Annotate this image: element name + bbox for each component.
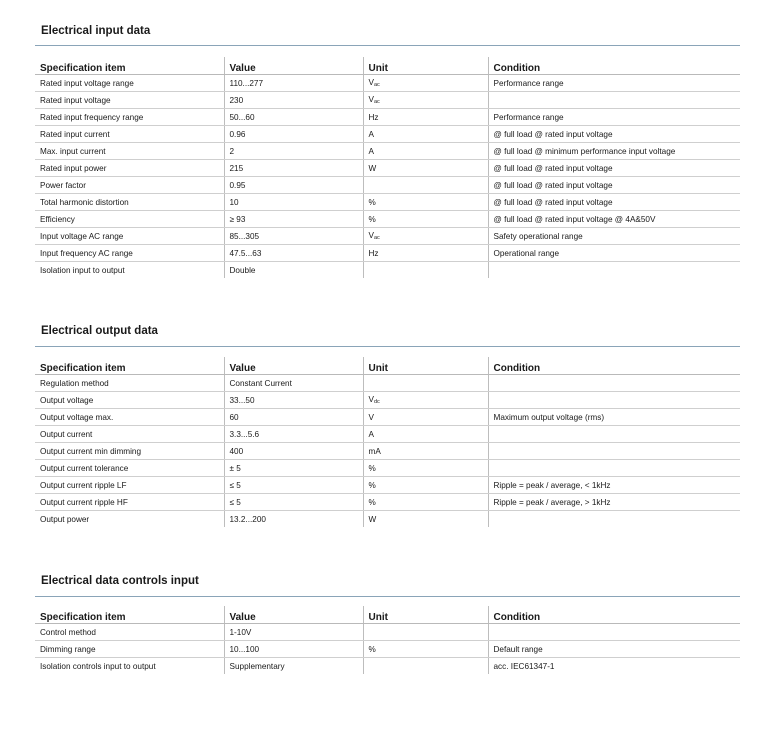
table-row: [35, 426, 740, 443]
cell-spec-item: Output current min dimming: [35, 443, 224, 460]
column-header-value: Value: [224, 606, 363, 624]
cell-condition: Ripple = peak / average, < 1kHz: [488, 477, 740, 494]
cell-spec-item: Total harmonic distortion: [35, 194, 224, 211]
cell-spec-item: Output voltage: [35, 392, 224, 409]
table-row: [35, 211, 740, 228]
table-row: [35, 494, 740, 511]
table-row: [35, 126, 740, 143]
cell-value: ≤ 5: [224, 477, 363, 494]
table-row: [35, 194, 740, 211]
cell-value: 33...50: [224, 392, 363, 409]
cell-condition: [488, 624, 740, 641]
cell-condition: Operational range: [488, 245, 740, 262]
cell-unit: %: [363, 641, 488, 658]
cell-value: 0.95: [224, 177, 363, 194]
cell-spec-item: Rated input power: [35, 160, 224, 177]
cell-condition: Performance range: [488, 75, 740, 92]
cell-value: Double: [224, 262, 363, 279]
cell-value: 400: [224, 443, 363, 460]
unit-subscript: ac: [373, 82, 380, 88]
table-row: [35, 75, 740, 92]
cell-unit: Hz: [363, 109, 488, 126]
cell-value: 13.2...200: [224, 511, 363, 528]
cell-spec-item: Output current: [35, 426, 224, 443]
cell-unit: [363, 262, 488, 279]
cell-unit: [363, 658, 488, 675]
cell-unit: %: [363, 477, 488, 494]
section-title: Electrical data controls input: [41, 575, 199, 587]
table-row: [35, 511, 740, 528]
table-header-row: [35, 57, 740, 75]
table-row: [35, 262, 740, 279]
cell-spec-item: Input voltage AC range: [35, 228, 224, 245]
column-header-unit: Unit: [363, 606, 488, 624]
table-row: [35, 392, 740, 409]
cell-unit: [363, 177, 488, 194]
cell-value: 1-10V: [224, 624, 363, 641]
cell-value: Supplementary: [224, 658, 363, 675]
column-header-condition: Condition: [488, 357, 740, 375]
cell-value: Constant Current: [224, 375, 363, 392]
column-header-unit: Unit: [363, 357, 488, 375]
table-row: [35, 160, 740, 177]
table-row: [35, 409, 740, 426]
cell-unit: Vac: [363, 228, 488, 245]
column-header-value: Value: [224, 57, 363, 75]
cell-condition: @ full load @ rated input voltage: [488, 126, 740, 143]
column-header-spec-item: Specification item: [35, 57, 224, 75]
column-header-unit: Unit: [363, 57, 488, 75]
cell-condition: Maximum output voltage (rms): [488, 409, 740, 426]
table-row: [35, 658, 740, 675]
table-row: [35, 177, 740, 194]
table-row: [35, 228, 740, 245]
cell-unit: A: [363, 143, 488, 160]
section-divider: [35, 596, 740, 597]
cell-unit: Vac: [363, 75, 488, 92]
cell-unit: Hz: [363, 245, 488, 262]
cell-value: ≤ 5: [224, 494, 363, 511]
cell-value: 110...277: [224, 75, 363, 92]
table-row: [35, 92, 740, 109]
table-row: [35, 624, 740, 641]
cell-spec-item: Isolation input to output: [40, 265, 125, 275]
cell-spec-item: Isolation controls input to output: [40, 661, 156, 671]
cell-condition: [488, 375, 740, 392]
column-header-condition: Condition: [488, 606, 740, 624]
table-row: [35, 109, 740, 126]
cell-unit: W: [363, 511, 488, 528]
section-title: Electrical output data: [41, 325, 158, 337]
cell-value: ± 5: [224, 460, 363, 477]
cell-spec-item: Rated input voltage range: [35, 75, 224, 92]
cell-condition: acc. IEC61347-1: [488, 658, 740, 675]
table-row: [35, 143, 740, 160]
cell-spec-item: Input frequency AC range: [35, 245, 224, 262]
cell-unit: Vac: [363, 92, 488, 109]
cell-spec-item: Output current ripple HF: [35, 494, 224, 511]
cell-unit: mA: [363, 443, 488, 460]
unit-subscript: ac: [373, 235, 380, 241]
cell-condition: Default range: [488, 641, 740, 658]
cell-spec-item: Rated input current: [35, 126, 224, 143]
unit-subscript: ac: [373, 99, 380, 105]
cell-value: 85...305: [224, 228, 363, 245]
cell-value: 10: [224, 194, 363, 211]
cell-spec-item: Output current tolerance: [35, 460, 224, 477]
column-header-condition: Condition: [488, 57, 740, 75]
cell-unit: %: [363, 194, 488, 211]
table-row: [35, 245, 740, 262]
section-title: Electrical input data: [41, 25, 151, 37]
cell-unit: %: [363, 211, 488, 228]
cell-condition: Safety operational range: [488, 228, 740, 245]
cell-condition: @ full load @ rated input voltage @ 4A&50V: [488, 211, 740, 228]
table-row: [35, 477, 740, 494]
cell-condition: [488, 443, 740, 460]
cell-value: ≥ 93: [224, 211, 363, 228]
cell-value: 10...100: [224, 641, 363, 658]
cell-spec-item: Control method: [35, 624, 224, 641]
table-header-row: [35, 357, 740, 375]
cell-condition: Ripple = peak / average, > 1kHz: [488, 494, 740, 511]
cell-value: 60: [224, 409, 363, 426]
cell-spec-item: Max. input current: [35, 143, 224, 160]
cell-condition: [488, 460, 740, 477]
table-row: [35, 460, 740, 477]
spec-table-input: [35, 57, 740, 278]
cell-unit: V: [363, 409, 488, 426]
cell-value: 50...60: [224, 109, 363, 126]
column-header-value: Value: [224, 357, 363, 375]
cell-condition: @ full load @ minimum performance input voltage: [488, 143, 740, 160]
column-header-spec-item: Specification item: [35, 606, 224, 624]
cell-value: 47.5...63: [224, 245, 363, 262]
cell-value: 215: [224, 160, 363, 177]
cell-value: 2: [224, 143, 363, 160]
cell-condition: @ full load @ rated input voltage: [488, 177, 740, 194]
spec-table-output: [35, 357, 740, 527]
column-header-spec-item: Specification item: [35, 357, 224, 375]
cell-spec-item: Dimming range: [35, 641, 224, 658]
cell-unit: W: [363, 160, 488, 177]
cell-spec-item: Rated input voltage: [35, 92, 224, 109]
cell-condition: @ full load @ rated input voltage: [488, 160, 740, 177]
cell-condition: @ full load @ rated input voltage: [488, 194, 740, 211]
cell-condition: [488, 511, 740, 528]
cell-unit: Vdc: [363, 392, 488, 409]
cell-unit: A: [363, 426, 488, 443]
cell-condition: [488, 426, 740, 443]
cell-unit: [363, 624, 488, 641]
cell-condition: Performance range: [488, 109, 740, 126]
section-divider: [35, 45, 740, 46]
cell-value: 0.96: [224, 126, 363, 143]
cell-spec-item: Regulation method: [35, 375, 224, 392]
cell-value: 3.3...5.6: [224, 426, 363, 443]
cell-unit: A: [363, 126, 488, 143]
cell-spec-item: Output voltage max.: [35, 409, 224, 426]
cell-condition: [488, 262, 740, 279]
cell-condition: [488, 392, 740, 409]
cell-spec-item: Efficiency: [35, 211, 224, 228]
cell-condition: [488, 92, 740, 109]
cell-unit: [363, 375, 488, 392]
cell-value: 230: [224, 92, 363, 109]
table-row: [35, 443, 740, 460]
cell-spec-item: Power factor: [35, 177, 224, 194]
cell-unit: %: [363, 460, 488, 477]
table-row: [35, 641, 740, 658]
table-row: [35, 375, 740, 392]
cell-unit: %: [363, 494, 488, 511]
section-divider: [35, 346, 740, 347]
table-header-row: [35, 606, 740, 624]
cell-spec-item: Output current ripple LF: [35, 477, 224, 494]
cell-spec-item: Output power: [40, 514, 90, 524]
spec-table-controls: [35, 606, 740, 674]
cell-spec-item: Rated input frequency range: [35, 109, 224, 126]
unit-subscript: dc: [373, 399, 380, 405]
